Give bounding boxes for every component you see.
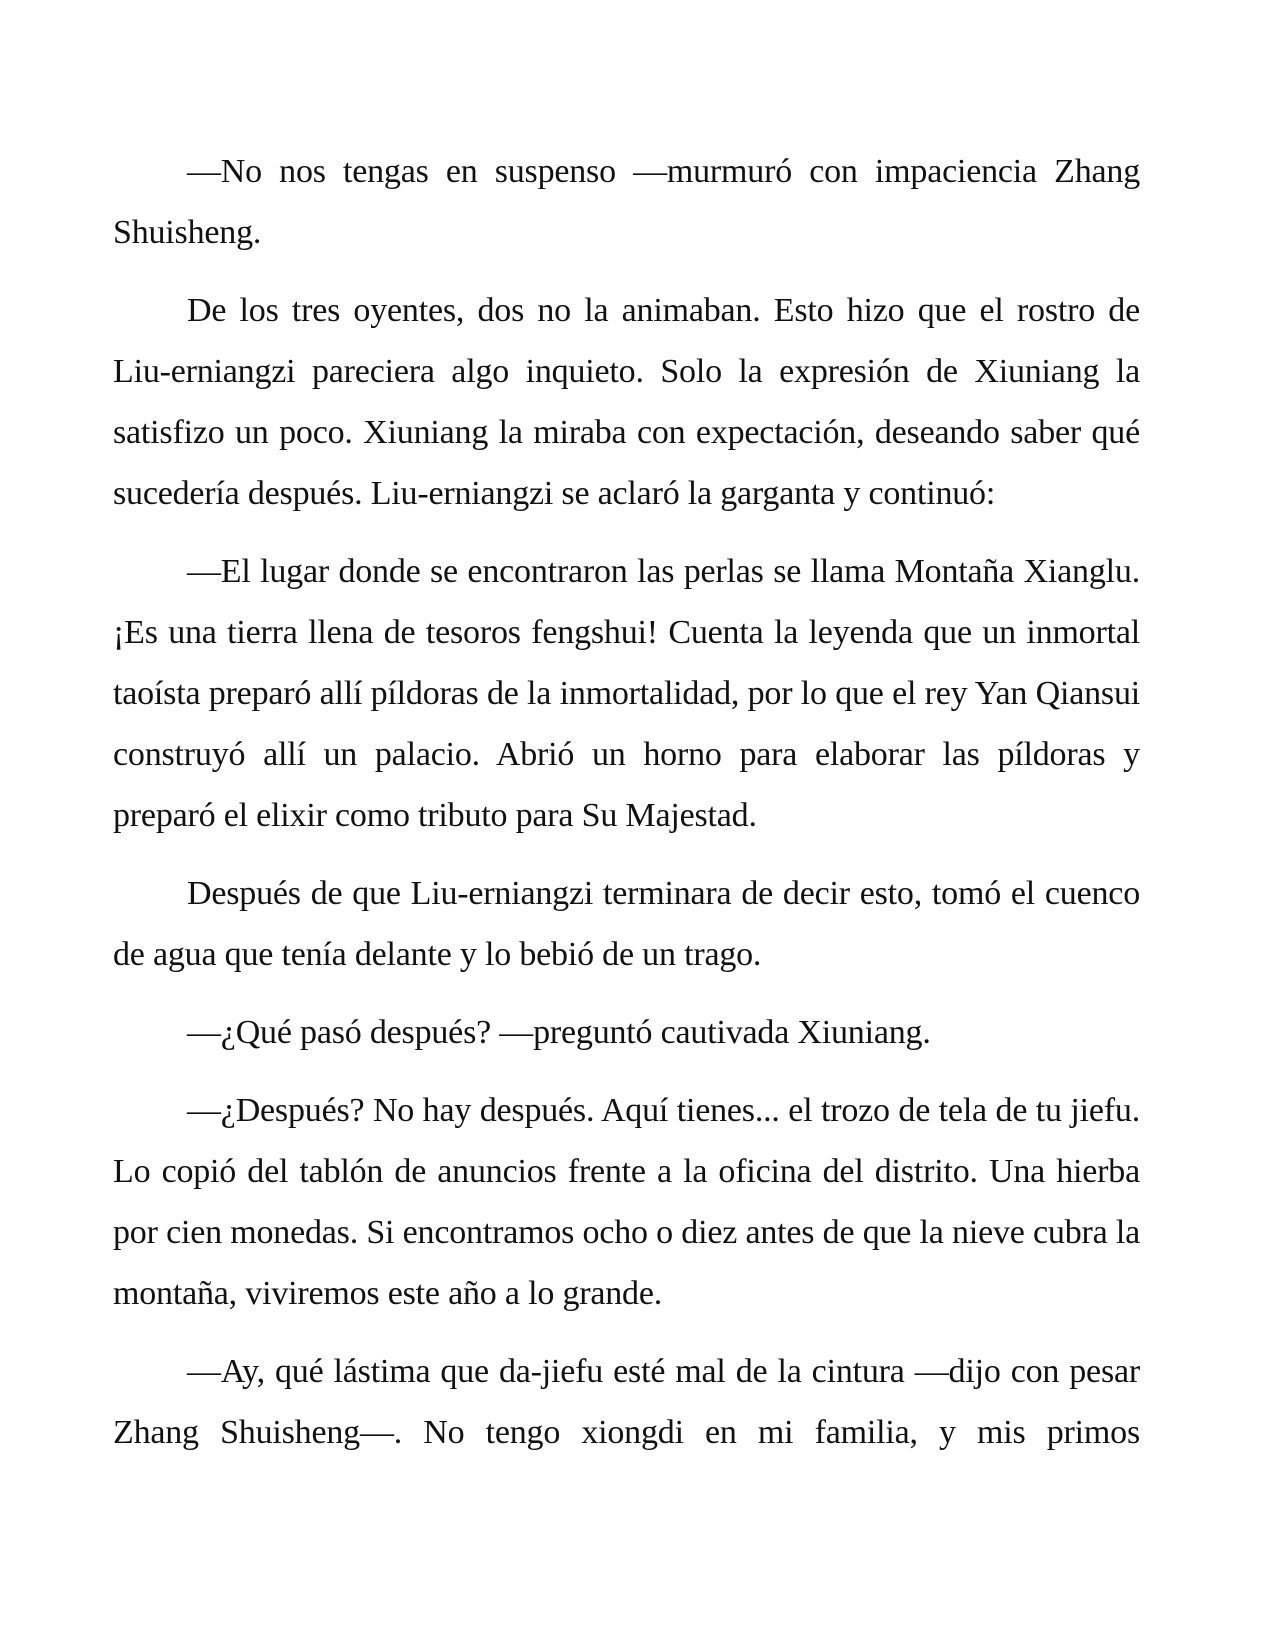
paragraph-2: De los tres oyentes, dos no la animaban. Esto hizo que el rostro de Liu-erniangzi pareciera algo inquieto. Solo la expresión de Xiuniang la satisfizo un poco. Xiuniang la miraba con expectación, deseando saber qué sucedería después. Liu-erniangzi se aclaró la garganta y continuó: bbox=[113, 292, 1140, 512]
paragraph-1: —No nos tengas en suspenso —murmuró con impaciencia Zhang Shuisheng. bbox=[113, 153, 1140, 251]
paragraph-7: —Ay, qué lástima que da-jiefu esté mal de la cintura —dijo con pesar Zhang Shuisheng—. No tengo xiongdi en mi familia, y mis primos bbox=[113, 1353, 1140, 1451]
page-body bbox=[113, 141, 1140, 1480]
paragraph-6: —¿Después? No hay después. Aquí tienes... el trozo de tela de tu jiefu. Lo copió del tablón de anuncios frente a la oficina del distrito. Una hierba por cien monedas. Si encontramos ocho o diez antes de que la nieve cubra la montaña, viviremos este año a lo grande. bbox=[113, 1092, 1140, 1312]
paragraph-4: Después de que Liu-erniangzi terminara de decir esto, tomó el cuenco de agua que tenía delante y lo bebió de un trago. bbox=[113, 875, 1140, 973]
paragraph-5: —¿Qué pasó después? —preguntó cautivada Xiuniang. bbox=[187, 1014, 931, 1051]
paragraph-3: —El lugar donde se encontraron las perlas se llama Montaña Xianglu. ¡Es una tierra llena de tesoros fengshui! Cuenta la leyenda que un inmortal taoísta preparó allí píldoras de la inmortalidad, por lo que el rey Yan Qiansui construyó allí un palacio. Abrió un horno para elaborar las píldoras y preparó el elixir como tributo para Su Majestad. bbox=[113, 553, 1140, 834]
